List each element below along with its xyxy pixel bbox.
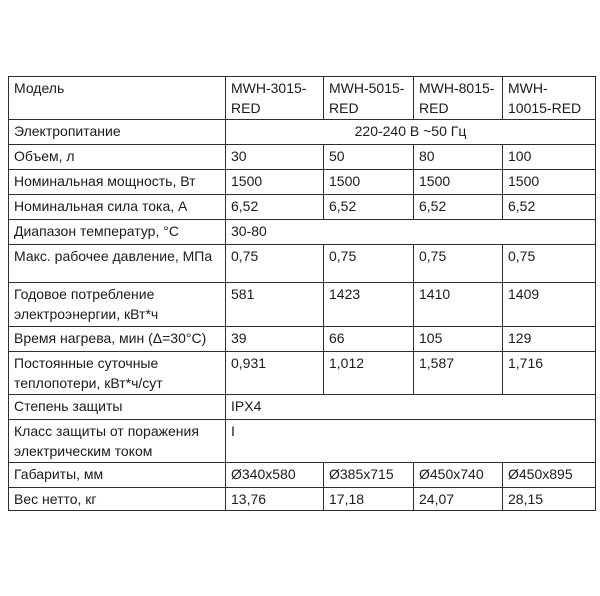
row-label-max-pressure: Макс. рабочее давление, МПа	[9, 245, 226, 283]
cell-max-pressure-2: 0,75	[414, 245, 503, 283]
table-row-rated-power	[9, 170, 596, 195]
row-label-protection-degree: Степень защиты	[9, 395, 226, 420]
cell-daily-heat-loss-1: 1,012	[324, 352, 414, 395]
row-label-power-supply: Электропитание	[9, 120, 226, 145]
cell-rated-current-2: 6,52	[414, 195, 503, 220]
cell-max-pressure-1: 0,75	[324, 245, 414, 283]
row-label-daily-heat-loss: Постоянные суточные теплопотери, кВт*ч/сут	[9, 352, 226, 395]
table-row-heating-time	[9, 327, 596, 352]
cell-volume-1: 50	[324, 145, 414, 170]
cell-volume-3: 100	[503, 145, 596, 170]
row-label-protection-class: Класс защиты от поражения электрическим током	[9, 420, 226, 463]
table-row-power-supply	[9, 120, 596, 145]
row-label-dimensions: Габариты, мм	[9, 463, 226, 488]
row-label-rated-current: Номинальная сила тока, А	[9, 195, 226, 220]
cell-rated-current-1: 6,52	[324, 195, 414, 220]
row-label-annual-consumption: Годовое потребление электроэнергии, кВт*ч	[9, 283, 226, 327]
row-label-net-weight: Вес нетто, кг	[9, 488, 226, 511]
cell-net-weight-1: 17,18	[324, 488, 414, 511]
cell-dimensions-0: Ø340x580	[226, 463, 324, 488]
row-label-temp-range: Диапазон температур, °С	[9, 220, 226, 245]
cell-annual-consumption-2: 1410	[414, 283, 503, 327]
cell-model-1: MWH-5015-RED	[324, 77, 414, 120]
row-label-model: Модель	[9, 77, 226, 120]
table-row-max-pressure	[9, 245, 596, 283]
cell-net-weight-3: 28,15	[503, 488, 596, 511]
row-label-heating-time: Время нагрева, мин (Δ=30°С)	[9, 327, 226, 352]
cell-dimensions-2: Ø450x740	[414, 463, 503, 488]
cell-protection-degree: IPX4	[226, 395, 596, 420]
table-row-model	[9, 77, 596, 120]
spec-table	[8, 76, 596, 511]
cell-heating-time-2: 105	[414, 327, 503, 352]
cell-volume-0: 30	[226, 145, 324, 170]
cell-annual-consumption-0: 581	[226, 283, 324, 327]
cell-net-weight-0: 13,76	[226, 488, 324, 511]
cell-rated-power-3: 1500	[503, 170, 596, 195]
cell-max-pressure-0: 0,75	[226, 245, 324, 283]
cell-net-weight-2: 24,07	[414, 488, 503, 511]
cell-max-pressure-3: 0,75	[503, 245, 596, 283]
cell-model-3: MWH-10015-RED	[503, 77, 596, 120]
cell-annual-consumption-3: 1409	[503, 283, 596, 327]
cell-rated-power-2: 1500	[414, 170, 503, 195]
cell-volume-2: 80	[414, 145, 503, 170]
cell-annual-consumption-1: 1423	[324, 283, 414, 327]
table-row-protection-class	[9, 420, 596, 463]
table-row-volume	[9, 145, 596, 170]
cell-rated-current-3: 6,52	[503, 195, 596, 220]
cell-heating-time-1: 66	[324, 327, 414, 352]
cell-temp-range: 30-80	[226, 220, 596, 245]
table-row-temp-range	[9, 220, 596, 245]
cell-power-supply: 220-240 В ~50 Гц	[226, 120, 596, 145]
cell-dimensions-1: Ø385x715	[324, 463, 414, 488]
cell-daily-heat-loss-3: 1,716	[503, 352, 596, 395]
cell-model-2: MWH-8015-RED	[414, 77, 503, 120]
table-row-daily-heat-loss	[9, 352, 596, 395]
cell-rated-current-0: 6,52	[226, 195, 324, 220]
row-label-volume: Объем, л	[9, 145, 226, 170]
row-label-rated-power: Номинальная мощность, Вт	[9, 170, 226, 195]
cell-daily-heat-loss-0: 0,931	[226, 352, 324, 395]
table-row-annual-consumption	[9, 283, 596, 327]
cell-rated-power-0: 1500	[226, 170, 324, 195]
table-row-dimensions	[9, 463, 596, 488]
cell-heating-time-3: 129	[503, 327, 596, 352]
cell-daily-heat-loss-2: 1,587	[414, 352, 503, 395]
cell-heating-time-0: 39	[226, 327, 324, 352]
cell-rated-power-1: 1500	[324, 170, 414, 195]
cell-model-0: MWH-3015-RED	[226, 77, 324, 120]
cell-dimensions-3: Ø450x895	[503, 463, 596, 488]
table-row-protection-degree	[9, 395, 596, 420]
cell-protection-class: I	[226, 420, 596, 463]
table-row-net-weight	[9, 488, 596, 511]
table-row-rated-current	[9, 195, 596, 220]
